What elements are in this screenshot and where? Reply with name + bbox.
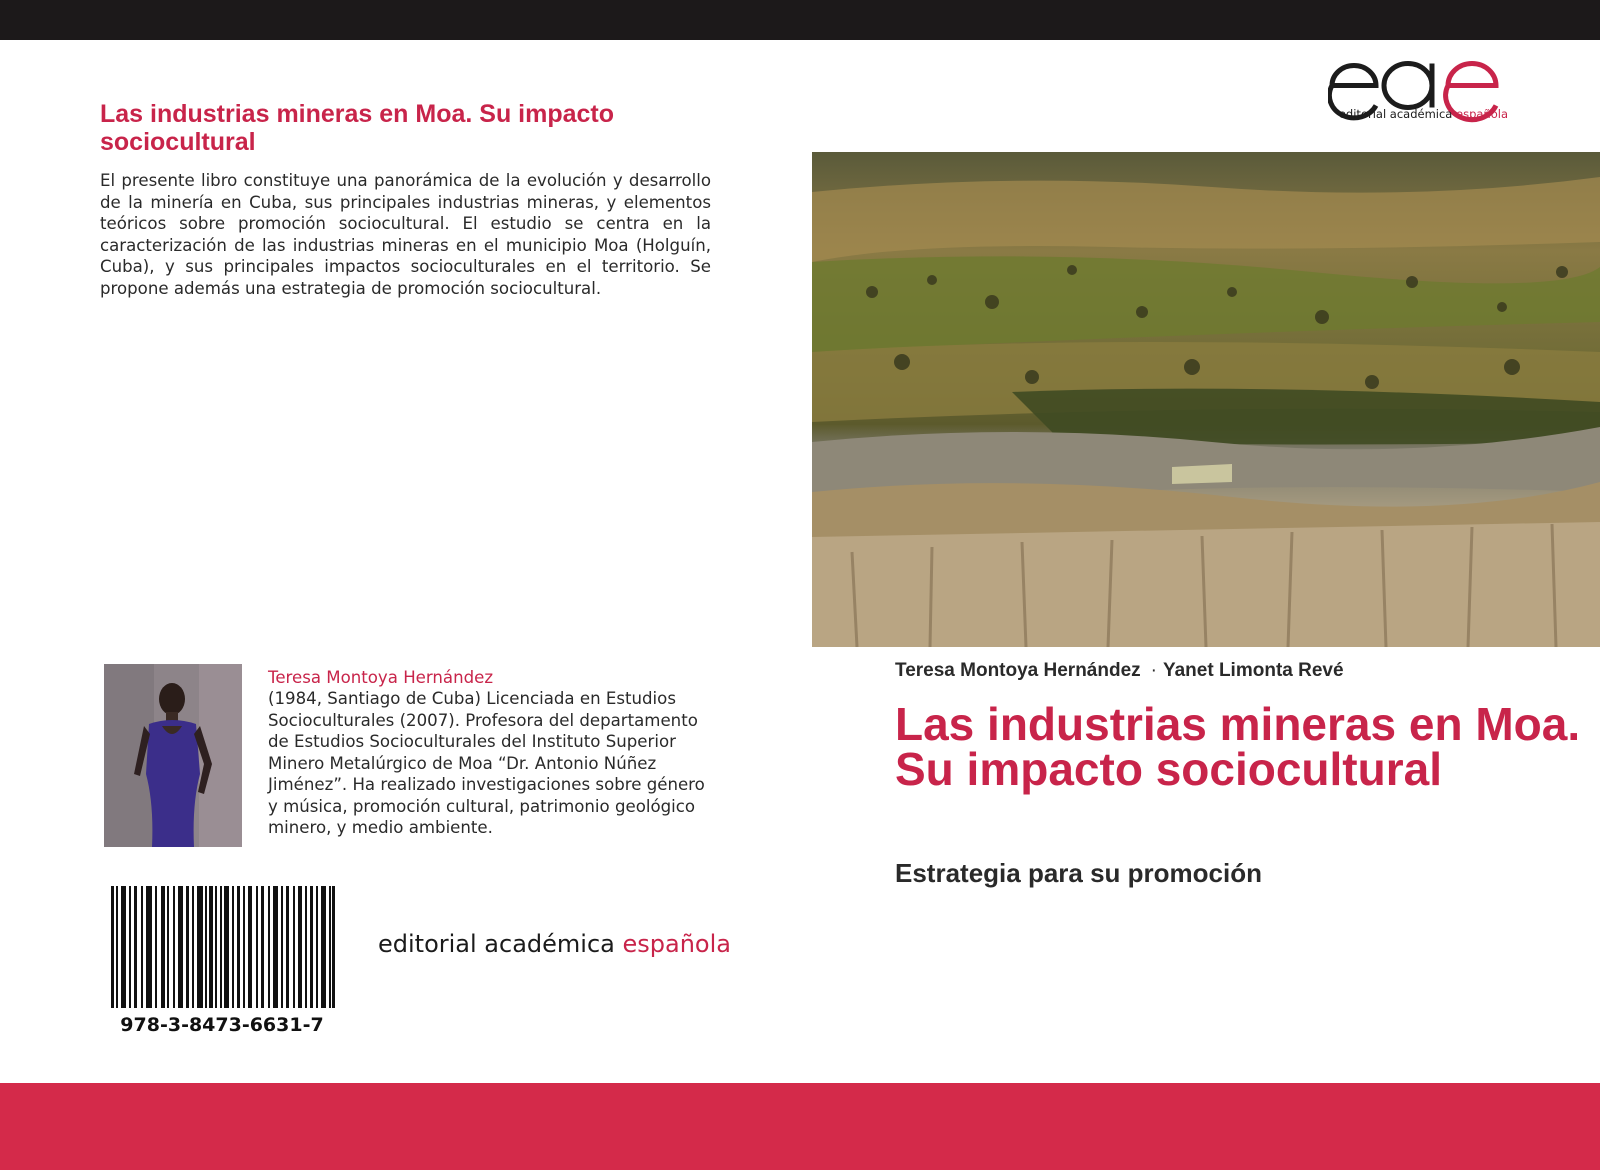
author-name: Teresa Montoya Hernández bbox=[268, 668, 494, 687]
logo-caption-part1: editorial académica bbox=[1338, 107, 1453, 121]
front-author-1: Teresa Montoya Hernández bbox=[895, 660, 1141, 681]
front-cover-subtitle: Estrategia para su promoción bbox=[895, 858, 1262, 888]
author-separator: · bbox=[1150, 660, 1157, 681]
cover-photo-mine-landscape bbox=[812, 152, 1600, 647]
front-cover-authors bbox=[895, 660, 1344, 682]
isbn-number: 978-3-8473-6631-7 bbox=[120, 1014, 324, 1036]
author-bio: (1984, Santiago de Cuba) Licenciada en Estudios Socioculturales (2007). Profesora del departamento de Estudios Socioculturales del Instituto Superior Minero Metalúrgico de Moa “Dr. Antonio Núñez Jiménez”. Ha realizado investigaciones sobre género y música, promoción cultural, patrimonio geológico minero, y medio ambiente. bbox=[268, 689, 705, 837]
bottom-band bbox=[0, 1083, 1600, 1170]
publisher-wordmark-part2: española bbox=[622, 930, 731, 958]
logo-caption-part2: española bbox=[1456, 107, 1508, 121]
back-cover-title: Las industrias mineras en Moa. Su impacto sociocultural bbox=[100, 100, 615, 156]
author-photo bbox=[104, 664, 242, 847]
front-author-2: Yanet Limonta Revé bbox=[1162, 660, 1344, 681]
top-band bbox=[0, 0, 1600, 40]
publisher-wordmark-part1: editorial académica bbox=[378, 930, 615, 958]
barcode bbox=[111, 886, 335, 1008]
front-cover-title: Las industrias mineras en Moa. Su impacto sociocultural bbox=[895, 698, 1581, 795]
logo-caption bbox=[1328, 107, 1508, 121]
back-cover-blurb: El presente libro constituye una panorámica de la evolución y desarrollo de la minería en Cuba, sus principales industrias mineras, y elementos teóricos sobre promoción sociocultural. El estudio se centra en la caracterización de las industrias mineras en el municipio Moa (Holguín, Cuba), y sus principales impactos socioculturales en el territorio. Se propone además una estrategia de promoción sociocultural. bbox=[100, 171, 711, 298]
publisher-wordmark bbox=[378, 929, 731, 959]
